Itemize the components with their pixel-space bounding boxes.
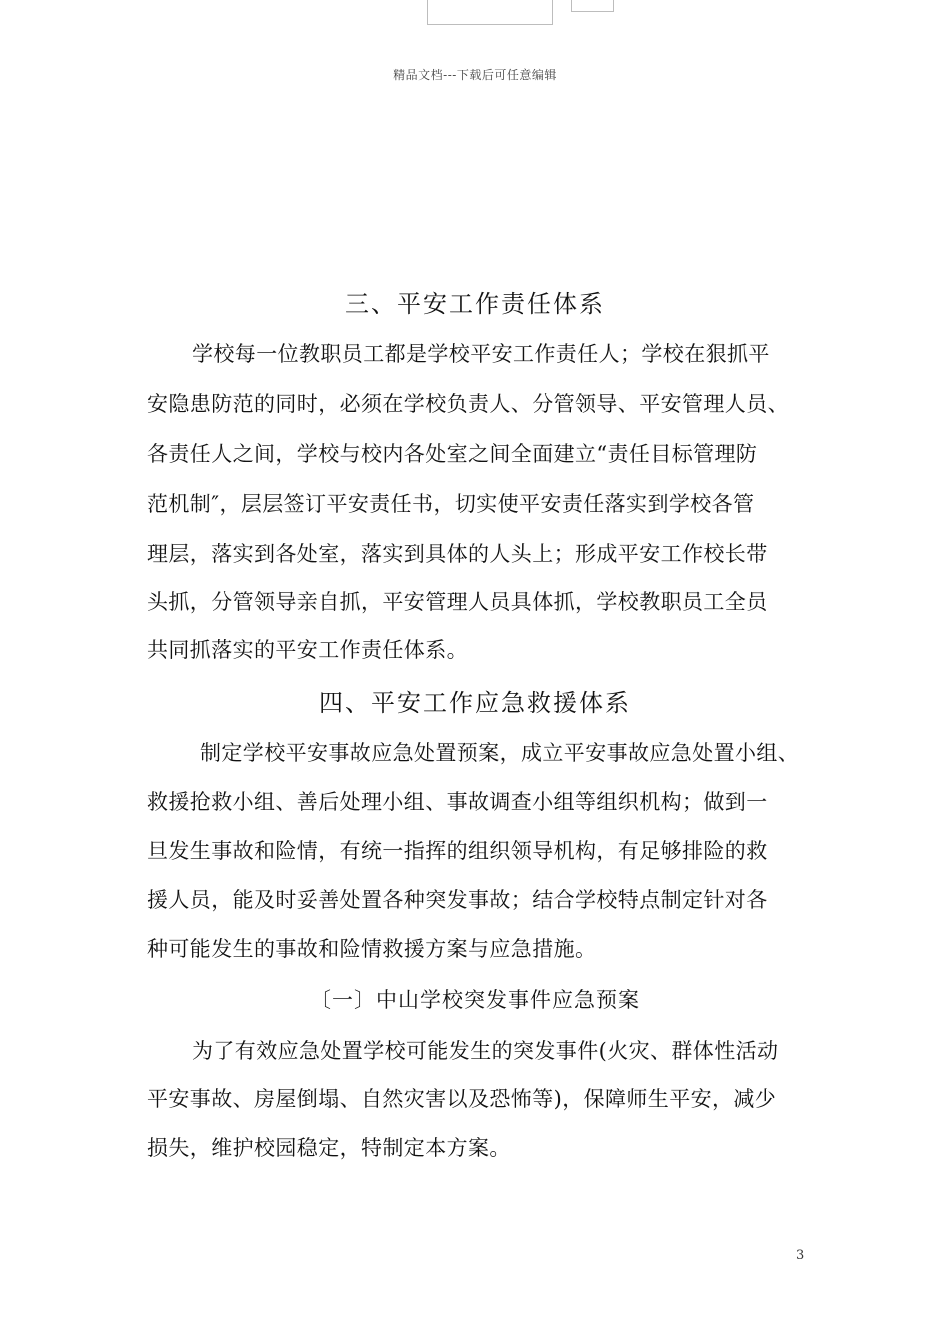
section-3-line: 头抓，分管领导亲自抓，平安管理人员具体抓，学校教职员工全员 [147, 590, 768, 614]
section-4-title: 四、平安工作应急救援体系 [319, 689, 631, 717]
section-4-line: 援人员，能及时妥善处置各种突发事故；结合学校特点制定针对各 [147, 888, 768, 912]
page-number: 3 [796, 1248, 805, 1263]
header-frame-left [427, 0, 553, 25]
section-4-line: 救援抢救小组、善后处理小组、事故调查小组等组织机构；做到一 [147, 790, 768, 814]
section-4-line: 制定学校平安事故应急处置预案，成立平安事故应急处置小组、 [200, 741, 800, 765]
section-3-line: 理层，落实到各处室，落实到具体的人头上；形成平安工作校长带 [147, 542, 768, 566]
subsection-1-line: 损失，维护校园稳定，特制定本方案。 [147, 1136, 511, 1160]
section-3-title: 三、平安工作责任体系 [345, 290, 605, 318]
section-3-line: 范机制″，层层签订平安责任书，切实使平安责任落实到学校各管 [147, 492, 755, 516]
section-4-line: 旦发生事故和险情，有统一指挥的组织领导机构，有足够排险的救 [147, 839, 768, 863]
section-3-line: 安隐患防范的同时，必须在学校负责人、分管领导、平安管理人员、 [147, 392, 789, 416]
subsection-1-line: 为了有效应急处置学校可能发生的突发事件(火灾、群体性活动 [192, 1039, 779, 1063]
subsection-1-title: 〔一〕中山学校突发事件应急预案 [310, 988, 640, 1012]
subsection-1-line: 平安事故、房屋倒塌、自然灾害以及恐怖等)，保障师生平安，减少 [147, 1087, 777, 1111]
header-note: 精品文档---下载后可任意编辑 [393, 68, 557, 82]
section-4-line: 种可能发生的事故和险情救援方案与应急措施。 [147, 937, 597, 961]
section-3-line: 各责任人之间，学校与校内各处室之间全面建立“责任目标管理防 [147, 442, 758, 466]
section-3-line: 共同抓落实的平安工作责任体系。 [147, 638, 468, 662]
section-3-line: 学校每一位教职员工都是学校平安工作责任人；学校在狠抓平 [192, 342, 770, 366]
header-frame-right [571, 0, 614, 12]
